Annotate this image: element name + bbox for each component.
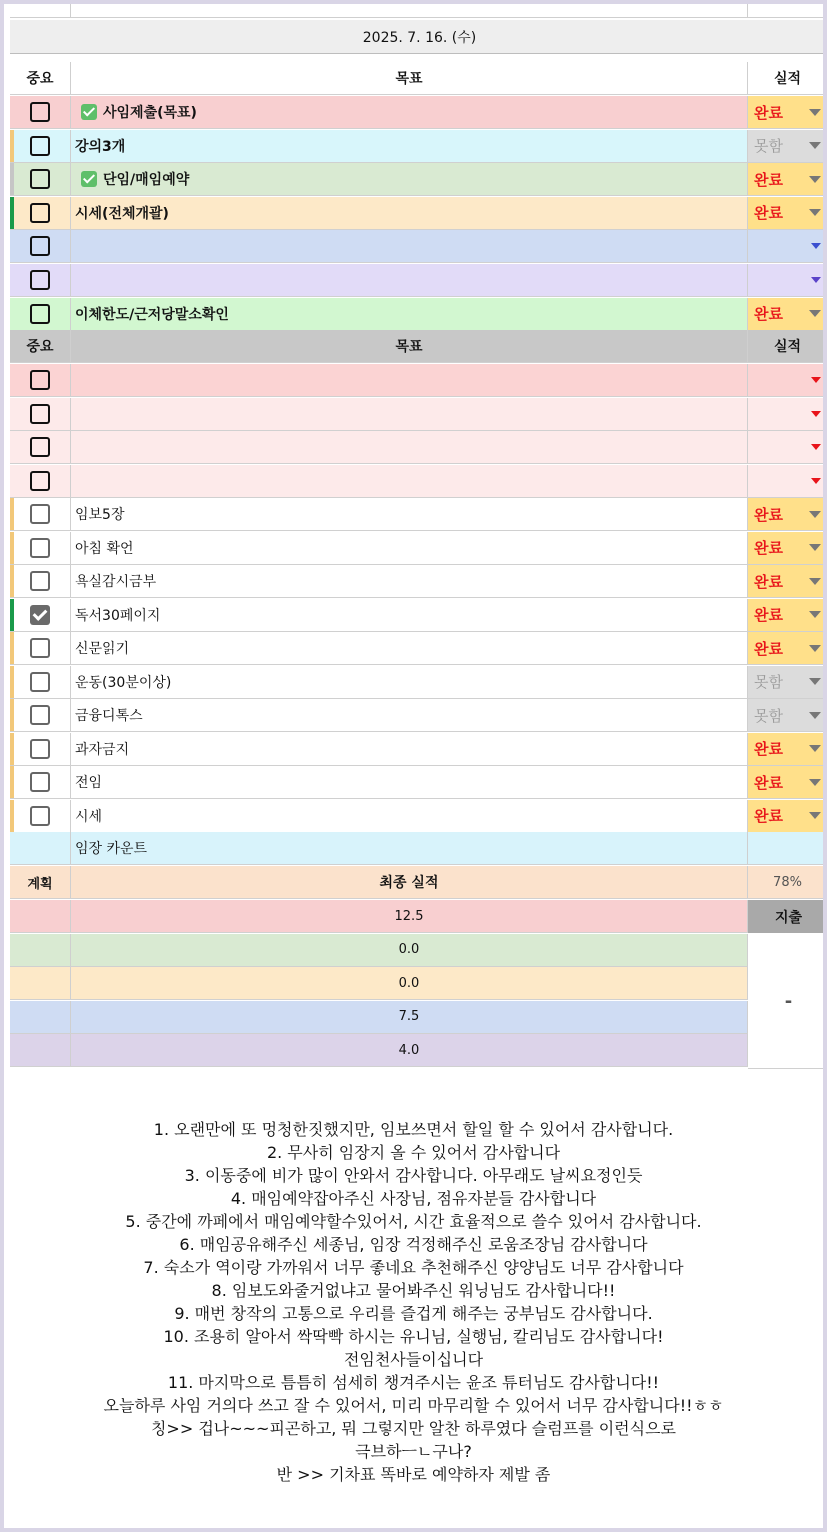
note-line: 10. 조용히 알아서 싹딱빡 하시는 유니님, 실행님, 칼리님도 감사합니다!: [163, 1327, 664, 1346]
goal-cell: [71, 96, 748, 128]
task-checkbox[interactable]: [30, 739, 50, 759]
daily-task-row: [10, 599, 823, 632]
daily-task-row: [10, 733, 823, 766]
importance-cell: [10, 96, 71, 128]
task-checkbox[interactable]: [30, 672, 50, 692]
task-row: [10, 298, 823, 331]
task-row: [10, 130, 823, 163]
header-result: 실적: [773, 71, 802, 87]
chevron-down-icon: [809, 611, 821, 618]
goal-cell: [71, 532, 748, 564]
task-row: [10, 197, 823, 230]
daily-task-row: [10, 498, 823, 531]
header-goal: 목표: [71, 62, 748, 94]
importance-checkbox[interactable]: [30, 404, 50, 424]
goal-text: 임보5장: [75, 507, 125, 523]
chevron-down-icon: [809, 645, 821, 652]
goal-text: 시세(전체개괄): [75, 205, 169, 222]
chevron-down-icon: [809, 812, 821, 819]
importance-cell: [10, 130, 71, 162]
check-cell: [10, 733, 71, 765]
status-dropdown[interactable]: [748, 599, 823, 631]
goal-text: 욕실감시금부: [75, 574, 157, 590]
status-value: 완료: [754, 639, 783, 658]
goal-text: 과자금지: [75, 741, 130, 758]
chevron-down-icon: [809, 310, 821, 317]
status-dropdown[interactable]: [748, 364, 823, 396]
goal-cell: [71, 699, 748, 731]
value-row: [10, 900, 748, 933]
count-row: [10, 832, 823, 865]
goal-cell: [71, 733, 748, 765]
plan-value: 4.0: [71, 1034, 748, 1066]
top-grid-row: [10, 4, 823, 18]
goal-cell: [71, 599, 748, 631]
task-checkbox[interactable]: [30, 605, 50, 625]
goal-text: 이체한도/근저당말소확인: [75, 306, 229, 323]
check-cell: [10, 532, 71, 564]
empty-task-row: [10, 364, 823, 397]
empty-task-row: [10, 398, 823, 431]
grid-cell: [10, 967, 71, 999]
chevron-down-icon: [809, 745, 821, 752]
status-value: 못함: [754, 706, 783, 725]
chevron-down-icon: [809, 544, 821, 551]
goal-cell[interactable]: [71, 465, 748, 497]
note-line: 전임천사들이십니다: [343, 1350, 484, 1369]
value-row: [10, 1034, 748, 1067]
note-line: 3. 이동중에 비가 많이 안와서 감사합니다. 아무래도 날씨요정인듯: [184, 1166, 643, 1185]
goal-text: 독서30페이지: [75, 607, 161, 624]
importance-cell: [10, 431, 71, 463]
goal-text: 강의3개: [75, 138, 126, 155]
importance-checkbox[interactable]: [30, 169, 50, 189]
goal-cell: [71, 230, 748, 262]
goal-cell: [71, 130, 748, 162]
status-dropdown[interactable]: [748, 666, 823, 698]
importance-cell: [10, 230, 71, 262]
goal-text: 시세: [75, 808, 103, 825]
chevron-down-icon: [809, 678, 821, 685]
status-value: 못함: [754, 137, 783, 156]
importance-cell: [10, 163, 71, 195]
status-dropdown[interactable]: [748, 532, 823, 564]
header-result: 실적: [773, 339, 802, 355]
goal-text: 단임/매임예약: [103, 172, 190, 189]
task-row: [10, 163, 823, 196]
grid-cell: [10, 832, 71, 864]
chevron-down-icon: [811, 411, 821, 417]
note-line: 오늘하루 사임 거의다 쓰고 잘 수 있어서, 미리 마무리할 수 있어서 너무 감사합니다!!ㅎㅎ: [103, 1396, 724, 1415]
status-dropdown[interactable]: [748, 130, 823, 162]
status-dropdown[interactable]: [748, 96, 823, 128]
plan-value: 7.5: [71, 1001, 748, 1033]
task-row: [10, 96, 823, 129]
count-label: 임장 카운트: [71, 832, 748, 864]
status-value: 완료: [754, 773, 783, 792]
table-header-2: [10, 330, 823, 363]
task-checkbox[interactable]: [30, 705, 50, 725]
planner-sheet: [4, 4, 823, 1528]
note-line: 4. 매임예약잡아주신 사장님, 점유자분들 감사합니다: [230, 1189, 597, 1208]
spend-value: -: [748, 934, 823, 1069]
status-value: 완료: [754, 807, 783, 825]
header-importance: 중요: [10, 62, 71, 94]
check-cell: [10, 800, 71, 832]
goal-text: 전임: [75, 775, 103, 791]
plan-value: 12.5: [71, 900, 748, 932]
status-dropdown[interactable]: [748, 298, 823, 330]
status-value: 완료: [754, 305, 783, 324]
status-dropdown[interactable]: [748, 264, 823, 296]
note-line: 9. 매번 창작의 고통으로 우리를 즐겁게 해주는 궁부님도 감사합니다.: [174, 1304, 653, 1323]
daily-task-row: [10, 632, 823, 665]
daily-task-row: [10, 766, 823, 799]
task-checkbox[interactable]: [30, 806, 50, 826]
goal-cell: [71, 197, 748, 229]
status-value: 완료: [754, 572, 783, 591]
date-label: 2025. 7. 16. (수): [362, 29, 477, 46]
plan-value: 0.0: [71, 967, 748, 999]
note-line: 1. 오랜만에 또 멍청한짓했지만, 임보쓰면서 할일 할 수 있어서 감사합니다.: [153, 1120, 674, 1139]
chevron-down-icon: [809, 142, 821, 149]
note-line: 반 >> 기차표 똑바로 예약하자 제발 좀: [276, 1465, 551, 1484]
importance-cell: [10, 197, 71, 229]
chevron-down-icon: [811, 444, 821, 450]
note-line: 5. 중간에 까페에서 매임예약할수있어서, 시간 효율적으로 쓸수 있어서 감사합니다.: [125, 1212, 702, 1231]
importance-cell: [10, 364, 71, 396]
goal-cell[interactable]: [71, 398, 748, 430]
chevron-down-icon: [811, 377, 821, 383]
task-row: [10, 230, 823, 263]
importance-cell: [10, 398, 71, 430]
daily-task-row: [10, 532, 823, 565]
plan-label: 계획: [10, 866, 71, 898]
task-checkbox[interactable]: [30, 772, 50, 792]
task-checkbox[interactable]: [30, 638, 50, 658]
header-goal: 목표: [71, 330, 748, 362]
empty-task-row: [10, 431, 823, 464]
grid-cell: [748, 832, 823, 864]
status-dropdown[interactable]: [748, 465, 823, 497]
green-check-icon: [81, 104, 97, 120]
goal-text: 사임제출(목표): [103, 105, 197, 121]
summary-header: [10, 866, 823, 899]
percent-value: 78%: [773, 874, 802, 890]
status-dropdown[interactable]: [748, 163, 823, 195]
check-cell: [10, 699, 71, 731]
note-line: 8. 임보도와줄거없냐고 물어봐주신 워닝님도 감사합니다!!: [211, 1281, 616, 1300]
status-dropdown[interactable]: [748, 398, 823, 430]
value-row: [10, 967, 748, 1000]
goal-cell[interactable]: [71, 431, 748, 463]
importance-checkbox[interactable]: [30, 136, 50, 156]
chevron-down-icon: [809, 578, 821, 585]
goal-text: 운동(30분이상): [75, 674, 172, 691]
note-line: 7. 숙소가 역이랑 가까워서 너무 좋네요 추천해주신 양양님도 너무 감사합니다: [143, 1258, 684, 1277]
check-cell: [10, 666, 71, 698]
daily-task-row: [10, 666, 823, 699]
status-value: 완료: [754, 740, 783, 758]
check-cell: [10, 498, 71, 530]
goal-text: 아침 확언: [75, 540, 134, 557]
status-value: 완료: [754, 539, 783, 557]
task-checkbox[interactable]: [30, 571, 50, 591]
grid-cell: [10, 4, 71, 17]
goal-cell: [71, 498, 748, 530]
task-row: [10, 264, 823, 297]
chevron-down-icon: [811, 478, 821, 484]
status-value: 완료: [754, 606, 783, 624]
header-importance: 중요: [10, 330, 71, 362]
status-value: 못함: [754, 673, 783, 691]
importance-cell: [10, 298, 71, 330]
importance-checkbox[interactable]: [30, 304, 50, 324]
status-value: 완료: [754, 204, 783, 223]
check-cell: [10, 632, 71, 664]
note-line: 6. 매임공유해주신 세종님, 임장 걱정해주신 로움조장님 감사합니다: [179, 1235, 648, 1254]
status-dropdown[interactable]: [748, 431, 823, 463]
chevron-down-icon: [809, 176, 821, 183]
importance-checkbox[interactable]: [30, 102, 50, 122]
goal-text: 금융디톡스: [75, 708, 143, 724]
table-header: [10, 62, 823, 95]
daily-task-row: [10, 699, 823, 732]
importance-checkbox[interactable]: [30, 437, 50, 457]
note-line: 2. 무사히 임장지 올 수 있어서 감사합니다: [266, 1143, 561, 1162]
goal-cell[interactable]: [71, 364, 748, 396]
note-line: 극브하ㅡㄴ구나?: [355, 1442, 472, 1461]
chevron-down-icon: [809, 712, 821, 719]
grid-cell: [10, 1001, 71, 1033]
chevron-down-icon: [809, 109, 821, 116]
importance-cell: [10, 465, 71, 497]
check-cell: [10, 766, 71, 798]
task-checkbox[interactable]: [30, 504, 50, 524]
grid-cell: [10, 1034, 71, 1066]
final-result-label: 최종 실적: [71, 866, 748, 898]
value-row: [10, 1001, 748, 1034]
chevron-down-icon: [809, 511, 821, 518]
daily-task-row: [10, 565, 823, 598]
importance-checkbox[interactable]: [30, 236, 50, 256]
date-row: [10, 20, 823, 54]
gratitude-notes: [4, 1066, 823, 1486]
status-dropdown[interactable]: [748, 766, 823, 798]
goal-cell: [71, 766, 748, 798]
goal-cell: [71, 565, 748, 597]
chevron-down-icon: [811, 277, 821, 283]
chevron-down-icon: [809, 779, 821, 786]
goal-cell: [71, 632, 748, 664]
chevron-down-icon: [809, 209, 821, 216]
status-dropdown[interactable]: [748, 565, 823, 597]
importance-checkbox[interactable]: [30, 203, 50, 223]
status-dropdown[interactable]: [748, 699, 823, 731]
status-dropdown[interactable]: [748, 800, 823, 832]
status-value: 완료: [754, 103, 783, 122]
status-dropdown[interactable]: [748, 733, 823, 765]
daily-task-row: [10, 800, 823, 833]
status-dropdown[interactable]: [748, 498, 823, 530]
spend-label: 지출: [748, 900, 823, 933]
status-dropdown[interactable]: [748, 632, 823, 664]
importance-checkbox[interactable]: [30, 471, 50, 491]
status-value: 완료: [754, 170, 783, 189]
empty-task-row: [10, 465, 823, 498]
note-line: 칭>> 겁나~~~피곤하고, 뭐 그렇지만 알찬 하루였다 슬럼프를 이런식으로: [150, 1419, 677, 1438]
chevron-down-icon: [811, 243, 821, 249]
status-dropdown[interactable]: [748, 230, 823, 262]
grid-cell: [71, 4, 748, 17]
importance-checkbox[interactable]: [30, 370, 50, 390]
importance-cell: [10, 264, 71, 296]
goal-cell: [71, 666, 748, 698]
goal-cell: [71, 800, 748, 832]
goal-cell: [71, 298, 748, 330]
goal-cell: [71, 163, 748, 195]
green-check-icon: [81, 171, 97, 187]
check-cell: [10, 565, 71, 597]
status-value: 완료: [754, 505, 783, 524]
goal-cell: [71, 264, 748, 296]
task-checkbox[interactable]: [30, 538, 50, 558]
check-cell: [10, 599, 71, 631]
grid-cell: [10, 934, 71, 966]
importance-checkbox[interactable]: [30, 270, 50, 290]
goal-text: 신문읽기: [75, 641, 130, 657]
grid-cell: [10, 900, 71, 932]
note-line: 11. 마지막으로 틈틈히 섬세히 챙겨주시는 윤조 튜터님도 감사합니다!!: [167, 1373, 660, 1392]
value-row: [10, 934, 748, 967]
status-dropdown[interactable]: [748, 197, 823, 229]
plan-value: 0.0: [71, 934, 748, 966]
